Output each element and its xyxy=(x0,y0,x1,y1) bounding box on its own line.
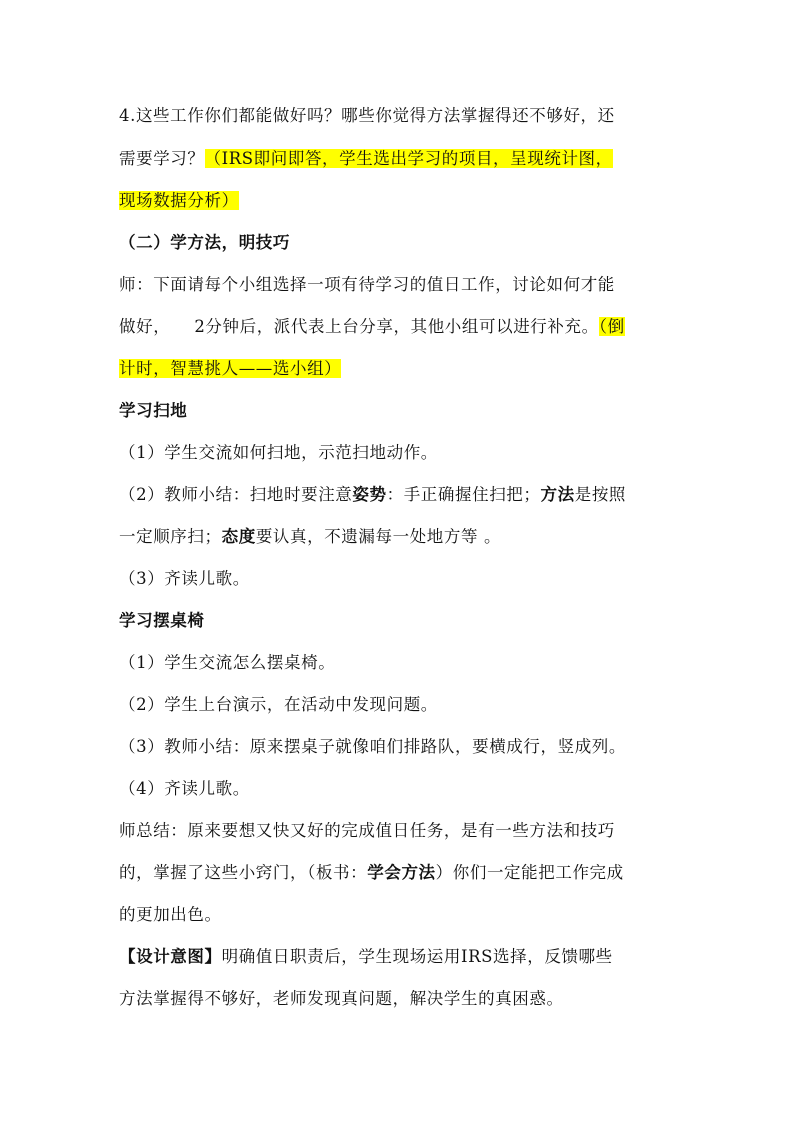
sweep-item-2-line-2-a: 一定顺序扫； xyxy=(119,527,222,546)
summary-text-3: 的更加出色。 xyxy=(119,905,222,924)
sweep-item-2 xyxy=(119,482,626,508)
sweep-item-2-line-2 xyxy=(119,524,501,550)
section2-heading xyxy=(119,230,290,256)
desks-item-1-text: （1）学生交流怎么摆桌椅。 xyxy=(119,653,336,672)
q4-line-2 xyxy=(119,146,613,172)
keyword-method: 方法 xyxy=(540,485,575,504)
sweep-heading xyxy=(119,398,187,424)
q4-line-3 xyxy=(119,188,239,214)
desks-item-2-text: （2）学生上台演示，在活动中发现问题。 xyxy=(119,695,438,714)
sweep-item-1 xyxy=(119,440,438,466)
teacher-highlight-note-end: 计时，智慧挑人——选小组） xyxy=(119,359,342,378)
keyword-attitude: 态度 xyxy=(221,527,256,546)
keyword-learn-methods: 学会方法 xyxy=(367,863,436,882)
sweep-item-3 xyxy=(119,566,250,592)
teacher-text: 师：下面请每个小组选择一项有待学习的值日工作，讨论如何才能 xyxy=(119,275,615,294)
teacher-line-1 xyxy=(119,272,615,298)
design-intent-line-1 xyxy=(119,944,613,970)
teacher-highlight-note: （倒 xyxy=(598,317,625,336)
q4-text: 4.这些工作你们都能做好吗？哪些你觉得方法掌握得还不够好，还 xyxy=(119,106,615,125)
teacher-line-3 xyxy=(119,356,341,382)
sweep-item-2-e: 是按照 xyxy=(574,485,627,504)
sweep-item-1-text: （1）学生交流如何扫地，示范扫地动作。 xyxy=(119,443,438,462)
design-intent-text-2: 方法掌握得不够好，老师发现真问题，解决学生的真困惑。 xyxy=(119,989,564,1008)
desks-item-4-text: （4）齐读儿歌。 xyxy=(119,779,250,798)
summary-text-1: 师总结：原来要想又快又好的完成值日任务，是有一些方法和技巧 xyxy=(119,821,615,840)
desks-item-3 xyxy=(119,734,626,760)
section2-heading-text: （二）学方法，明技巧 xyxy=(119,233,290,252)
summary-line-3 xyxy=(119,902,222,928)
sweep-item-2-a: （2）教师小结：扫地时要注意 xyxy=(119,485,353,504)
design-intent-text-1: 明确值日职责后，学生现场运用IRS选择，反馈哪些 xyxy=(221,947,613,966)
teacher-line-2 xyxy=(119,314,625,340)
desks-item-1 xyxy=(119,650,335,676)
summary-line-1 xyxy=(119,818,615,844)
design-intent-line-2 xyxy=(119,986,564,1012)
sweep-item-2-line-2-c: 要认真，不遗漏每一处地方等 。 xyxy=(255,527,502,546)
desks-item-4 xyxy=(119,776,250,802)
sweep-heading-text: 学习扫地 xyxy=(119,401,188,420)
design-intent-label: 【设计意图】 xyxy=(119,947,222,966)
summary-text-2a: 的，掌握了这些小窍门，（板书： xyxy=(119,863,368,882)
sweep-item-3-text: （3）齐读儿歌。 xyxy=(119,569,250,588)
q4-text-plain: 需要学习？ xyxy=(119,149,205,168)
q4-line-1 xyxy=(119,103,615,129)
summary-line-2 xyxy=(119,860,624,886)
keyword-posture: 姿势 xyxy=(352,485,387,504)
desks-heading-text: 学习摆桌椅 xyxy=(119,611,205,630)
q4-highlight-note-end: 现场数据分析） xyxy=(119,191,239,210)
summary-text-2c: ）你们一定能把工作完成 xyxy=(435,863,624,882)
desks-item-3-text: （3）教师小结：原来摆桌子就像咱们排路队，要横成行，竖成列。 xyxy=(119,737,626,756)
teacher-text-b: 2分钟后，派代表上台分享，其他小组可以进行补充。 xyxy=(194,317,599,336)
desks-heading xyxy=(119,608,205,634)
q4-highlight-note: （IRS即问即答，学生选出学习的项目，呈现统计图， xyxy=(204,149,613,168)
desks-item-2 xyxy=(119,692,438,718)
teacher-text-a: 做好， xyxy=(119,317,171,336)
sweep-item-2-c: ：手正确握住扫把； xyxy=(386,485,541,504)
